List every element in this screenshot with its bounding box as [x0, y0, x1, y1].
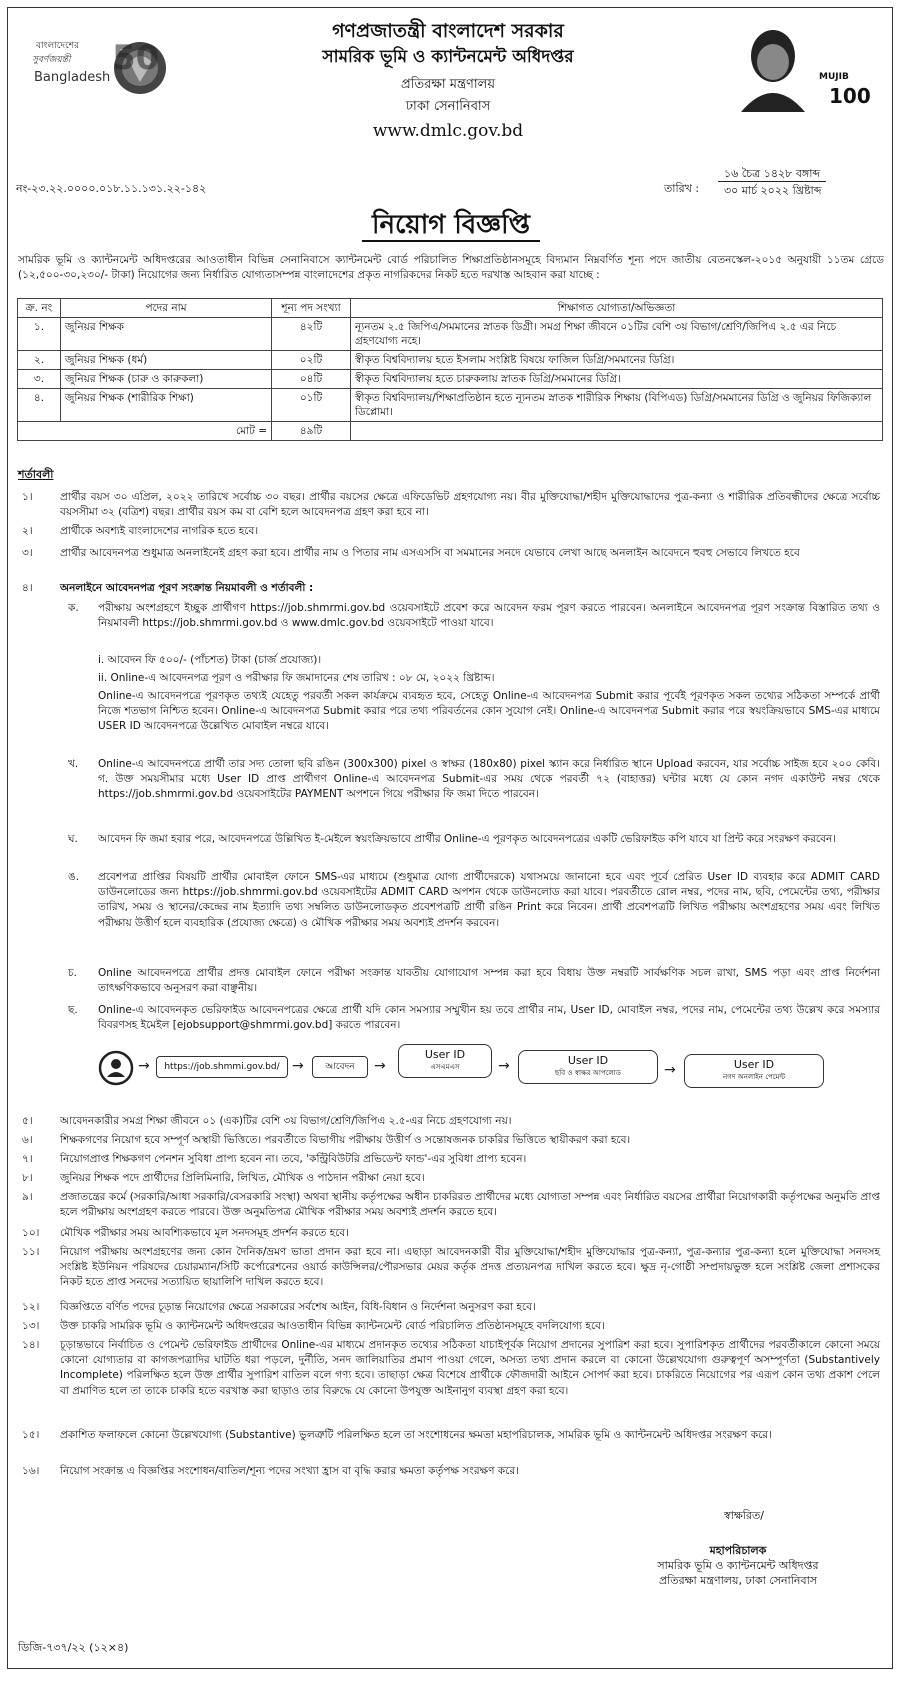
- cond-num: ১।: [22, 491, 33, 503]
- user-icon: [98, 1050, 134, 1086]
- footer-code: ডিজি-৭৩৭/২২ (১২×৪): [18, 1641, 129, 1654]
- flow-step-url: https://job.shmmi.gov.bd/: [156, 1056, 288, 1078]
- flow-uid-2: User ID: [567, 1054, 609, 1067]
- sub-num: ঙ.: [68, 871, 80, 883]
- cond-text: শিক্ষকগণের নিয়োগ হবে সম্পূর্ণ অস্থায়ী ভিত্তিতে। পরবর্তীতে বিভাগীয় পরীক্ষায় উত্তীর্ণ ও সন্তোষজনক চাকরির ভিত্তিতে স্থায়ীকরণ করা হবে।: [60, 1134, 631, 1146]
- row-qualification: স্বীকৃত বিশ্ববিদ্যালয় হতে চারুকলায় স্নাতক ডিগ্রি/সমমানের ডিগ্রি।: [351, 370, 883, 389]
- flow-uid-3: User ID: [733, 1058, 775, 1071]
- date-english: ৩০ মার্চ ২০২২ খ্রিষ্টাব্দ: [724, 184, 822, 197]
- cond-num: ৫।: [22, 1115, 33, 1127]
- sub-text: Online-এ আবেদনপত্রে প্রার্থী তার সদ্য তোলা ছবি রঙিন (300x300) pixel ও স্বাক্ষর (180x80) pixel স্ক্যান করে নির্ধারিত স্থানে Upload করবেন, যার সর্বোচ্চ সাইজ হবে ২০০ কেবি। গ. উক্ত সময়সীমার মধ্যে User ID প্রাপ্ত প্রার্থীগণ Online-এ আবেদনপত্র Submit-এর সময় থেকে পরবর্তী ৭২ (বাহাত্তর) ঘন্টার মধ্যে যে কোন নগদ একাউন্ট নম্বর থেকে https://job.shmrmi.gov.bd ওয়েবসাইটের PAYMENT অপশনে গিয়ে পরীক্ষার ফি জমা দিতে পারবেন।: [98, 758, 880, 801]
- cond-text: নিয়োগ পরীক্ষায় অংশগ্রহণের জন্য কোন দৈনিক/ভ্রমণ ভাতা প্রদান করা হবে না। এছাড়া আবেদনকারী বীর মুক্তিযোদ্ধা/শহীদ মুক্তিযোদ্ধার পুত্র-কন্যা, পুত্র-কন্যার পুত্র-কন্যা হলে মুক্তিযোদ্ধা সনদসহ সংশ্লিষ্ট ইউনিয়ন পরিষদের চেয়ারম্যান/সিটি কর্পোরেশনের ওয়ার্ড কাউন্সিলর/পৌরসভার মেয়র কর্তৃক প্রদত্ত প্রত্যয়নপত্র দাখিল করতে হবে। ক্ষুদ্র নৃ-গোষ্ঠী সম্প্রদায়ভুক্ত হলে সংশ্লিষ্ট জেলা প্রশাসকের নিকট হতে প্রাপ্ত সনদের সত্যায়িত ছায়ালিপি দাখিল করতে হবে।: [60, 1246, 880, 1289]
- row-count: ০২টি: [272, 351, 351, 370]
- signatory-dept: সামরিক ভূমি ও ক্যান্টনমেন্ট অধিদপ্তর: [657, 1559, 819, 1572]
- website-link[interactable]: www.dmlc.gov.bd: [372, 121, 524, 141]
- cond-text: প্রার্থীকে অবশ্যই বাংলাদেশের নাগরিক হতে হবে।: [60, 525, 259, 537]
- date-bangla: ১৬ চৈত্র ১৪২৮ বঙ্গাব্দ: [718, 166, 826, 182]
- total-empty-cell: [351, 422, 883, 441]
- cond-text: নিয়োগপ্রাপ্ত শিক্ষকগণ পেনশন সুবিধা প্রাপ্য হবেন না। তবে, 'কন্ট্রিবিউটরি প্রভিডেন্ট ফান্ড'-এর সুবিধা প্রাপ্য হবেন।: [60, 1153, 527, 1165]
- table-header-row: [18, 299, 883, 318]
- col-header-sl: ক্র. নং: [18, 299, 61, 318]
- cond-text: বিজ্ঞপ্তিতে বর্ণিত পদের চূড়ান্ত নিয়োগের ক্ষেত্রে সরকারের সর্বশেষ আইন, বিধি-বিধান ও নির্দেশনা অনুসরণ করা হবে।: [60, 1301, 536, 1313]
- row-qualification: স্বীকৃত বিশ্ববিদ্যালয় হতে ইসলাম সংশ্লিষ্ট বিষয়ে ফাজিল ডিগ্রি/সমমানের ডিগ্রি।: [351, 351, 883, 370]
- table-row: [18, 370, 883, 389]
- row-sl: ৩.: [18, 370, 61, 389]
- cond-4-title: অনলাইনে আবেদনপত্র পূরণ সংক্রান্ত নিয়মাবলী ও শর্তাবলী :: [60, 582, 314, 594]
- intro-paragraph: সামরিক ভূমি ও ক্যান্টনমেন্ট অধিদপ্তরের আওতাধীন বিভিন্ন সেনানিবাসে ক্যান্টনমেন্ট বোর্ড পরিচালিত শিক্ষাপ্রতিষ্ঠানসমূহে বিদ্যমান নিম্নবর্ণিত শূন্য পদে জাতীয় বেতনস্কেল-২০১৫ অনুযায়ী ১১তম গ্রেডে (১২,৫০০-৩০,২৩০/- টাকা) নিয়োগের জন্য নির্ধারিত যোগ্যতাসম্পন্ন বাংলাদেশের প্রকৃত নাগরিকদের নিকট হতে দরখাস্ত আহবান করা যাচ্ছে :: [18, 254, 884, 282]
- table-row: [18, 389, 883, 422]
- row-count: ০৪টি: [272, 370, 351, 389]
- row-post: জুনিয়র শিক্ষক (ধর্ম): [61, 351, 272, 370]
- flow-uid-3-sub: নগদ অনলাইন পেমেন্ট: [723, 1073, 785, 1081]
- portrait-icon: [733, 22, 813, 112]
- cond-num: ২।: [22, 525, 33, 537]
- sub-text: প্রবেশপত্র প্রাপ্তির বিষয়টি প্রার্থীর মোবাইল ফোনে SMS-এর মাধ্যমে (শুধুমাত্র যোগ্য প্রার্থীদেরকে) যথাসময়ে জানানো হবে এবং পূর্বে প্রেরিত User ID ব্যবহার করে ADMIT CARD ডাউনলোডের জন্য https://job.shmrmi.gov.bd ওয়েবসাইটের ADMIT CARD অপশন থেকে ডাউনলোড করা যাবে। পরবর্তীতে রোল নম্বর, পদের নাম, ছবি, পেমেন্টের তথ্য, পরীক্ষার তারিখ, সময় ও স্থানের/কেন্দ্রের নাম ইত্যাদি তথ্য সম্বলিত ডাউনলোডকৃত প্রবেশপত্রটি প্রার্থী রঙিন Print করে নিবেন। প্রার্থী প্রবেশপত্রটি লিখিত পরীক্ষায় অংশগ্রহণের সময় এবং লিখিত পরীক্ষায় উত্তীর্ণ হলে ব্যবহারিক (প্রযোজ্য ক্ষেত্রে) ও মৌখিক পরীক্ষার সময় অবশ্যই প্রদর্শন করবেন।: [98, 871, 880, 929]
- total-label: মোট =: [18, 422, 272, 441]
- logo-left-line2: সুবর্ণজয়ন্তী: [32, 55, 71, 65]
- row-qualification: স্বীকৃত বিশ্ববিদ্যালয়/শিক্ষাপ্রতিষ্ঠান হতে ন্যূনতম স্নাতক শারীরিক শিক্ষায় (বিপিএড) ডিগ্রি/সমমানের ডিগ্রি ও জুনিয়র ফিজিক্যাল ডিপ্লোমা।: [351, 389, 883, 422]
- cond-num: ১২।: [22, 1301, 40, 1313]
- flow-step-apply: আবেদন: [312, 1056, 368, 1078]
- cond-text: উক্ত চাকরি সামরিক ভূমি ও ক্যান্টনমেন্ট অধিদপ্তরের আওতাধীন বিভিন্ন ক্যান্টনমেন্ট বোর্ড পরিচালিত প্রতিষ্ঠানসমূহে বদলিযোগ্য হবে।: [60, 1320, 605, 1332]
- dept-title: সামরিক ভূমি ও ক্যান্টনমেন্ট অধিদপ্তর: [322, 47, 574, 67]
- cond-num: ৭।: [22, 1153, 33, 1165]
- sub-text: Online-এ আবেদনপত্রে পূরণকৃত তথ্যই যেহেতু পরবর্তী সকল কার্যক্রমে ব্যবহৃত হবে, সেহেতু Online-এ আবেদনপত্র Submit করার পূর্বেই পূরণকৃত সকল তথ্যের সঠিকতা সম্পর্কে প্রার্থী নিজে শতভাগ নিশ্চিত হবেন। Online-এ আবেদনপত্র Submit করার পরে তথ্য পরিবর্তনের কোন সুযোগ নেই। Online-এ আবেদনপত্র Submit করার পরে স্বয়ংক্রিয়ভাবে SMS-এর মাধ্যমে USER ID আবেদনপত্রে উল্লেখিত মোবাইল নম্বরে যাবে।: [98, 690, 880, 733]
- memo-number: নং-২৩.২২.০০০০.০১৮.১১.১৩১.২২-১৪২: [16, 182, 207, 195]
- flow-uid-1-sub: এসএমএস: [430, 1063, 460, 1071]
- sub-text: আবেদন ফি জমা হবার পরে, আবেদনপত্রে উল্লিখিত ই-মেইলে স্বয়ংক্রিয়ভাবে প্রার্থীর Online-এ পূরণকৃত আবেদনপত্রের একটি ভেরিফাইড কপি যাবে যা প্রিন্ট করে সংরক্ষণ করবেন।: [98, 833, 837, 845]
- cond-text: প্রকাশিত ফলাফলে কোনো উল্লেখযোগ্য (Substantive) ভুলত্রুটি পরিলক্ষিত হলে তা সংশোধনের ক্ষমতা মহাপরিচালক, সামরিক ভূমি ও ক্যান্টনমেন্ট অধিদপ্তর সংরক্ষণ করে।: [60, 1429, 772, 1441]
- cond-text: মৌখিক পরীক্ষার সময় আবশ্যিকভাবে মূল সনদসমূহ প্রদর্শন করতে হবে।: [60, 1227, 349, 1239]
- table-total-row: [18, 422, 883, 441]
- golden-jubilee-logo: [28, 24, 168, 104]
- logo-left-num: 50: [112, 38, 160, 78]
- cond-text: নিয়োগ সংক্রান্ত এ বিজ্ঞপ্তির সংশোধন/বাতিল/শূন্য পদের সংখ্যা হ্রাস বা বৃদ্ধি করার ক্ষমতা কর্তৃপক্ষ সংরক্ষণ করে।: [60, 1465, 519, 1477]
- govt-title: গণপ্রজাতন্ত্রী বাংলাদেশ সরকার: [332, 20, 564, 42]
- cond-num: ৯।: [22, 1191, 33, 1203]
- cond-text: প্রার্থীর আবেদনপত্র শুধুমাত্র অনলাইনেই গ্রহণ করা হবে। প্রার্থীর নাম ও পিতার নাম এসএসসি বা সমমানের সনদে যেভাবে লেখা আছে অনলাইন আবেদনে হুবহু সেভাবে লিখতে হবে: [60, 547, 800, 559]
- row-count: ০১টি: [272, 389, 351, 422]
- flow-step-payment: [684, 1054, 824, 1088]
- sub-num: ঘ.: [68, 833, 78, 845]
- logo-left-word: Bangladesh: [34, 70, 111, 85]
- sub-text: পরীক্ষায় অংশগ্রহণে ইচ্ছুক প্রার্থীগণ https://job.shmrmi.gov.bd ওয়েবসাইটে প্রবেশ করে আবেদন ফরম পূরণ করতে পারবেন। অনলাইনে আবেদনপত্র পূরণ সংক্রান্ত বিস্তারিত তথ্য ও নিয়মাবলী https://job.shmrmi.gov.bd ও www.dmlc.gov.bd ওয়েবসাইটে পাওয়া যাবে।: [98, 602, 880, 630]
- arrow-icon: →: [498, 1058, 510, 1074]
- cond-text: জুনিয়র শিক্ষক পদে প্রার্থীদের প্রিলিমিনারি, লিখিত, মৌখিক ও পাঠদান পরীক্ষা নেয়া হবে।: [60, 1172, 425, 1184]
- logo-right-num: 100: [829, 84, 871, 108]
- signatory-ministry: প্রতিরক্ষা মন্ত্রণালয়, ঢাকা সেনানিবাস: [658, 1574, 818, 1587]
- cond-num: ৩।: [22, 547, 33, 559]
- row-count: ৪২টি: [272, 318, 351, 351]
- cond-num: ৮।: [22, 1172, 33, 1184]
- cond-num: ১৬।: [22, 1465, 40, 1477]
- sub-num: খ.: [68, 758, 79, 770]
- col-header-post: পদের নাম: [61, 299, 272, 318]
- sub-num: ছ.: [68, 1004, 78, 1016]
- conditions-title: শর্তাবলী: [18, 468, 54, 481]
- ministry-name: প্রতিরক্ষা মন্ত্রণালয়: [401, 77, 495, 92]
- cond-text: আবেদনকারীর সমগ্র শিক্ষা জীবনে ০১ (এক)টির বেশি ৩য় বিভাগ/শ্রেণি/জিপিএ ২.৫-এর নিচে গ্রহণযোগ্য নয়।: [60, 1115, 512, 1127]
- cond-text: প্রজাতন্ত্রের কর্মে (সরকারি/আধা সরকারি/বেসরকারি সংস্থা) অথবা স্থানীয় কর্তৃপক্ষের অধীন চাকরিরত প্রার্থীদের মধ্যে যোগ্যতা সম্পন্ন এবং নির্ধারিত বয়সের প্রার্থীরা নিয়োগকারী কর্তৃপক্ষের অনুমতি প্রাপ্ত হলে পরীক্ষায় অংশগ্রহণ করতে পারবে। উক্ত অনুমতিপত্র মৌখিক পরীক্ষার সময় অবশ্যই প্রদর্শন করতে হবে।: [60, 1191, 880, 1219]
- cond-num: ১৫।: [22, 1429, 40, 1441]
- logo-right-word: MUJIB: [819, 72, 849, 82]
- signed-label: স্বাক্ষরিত/: [724, 1509, 764, 1522]
- row-qualification: ন্যূনতম ২.৫ জিপিএ/সমমানের স্নাতক ডিগ্রী। সমগ্র শিক্ষা জীবনে ০১টির বেশি ৩য় বিভাগ/শ্রেণি/জিপিএ ২.৫ এর নিচে গ্রহণযোগ্য নহে।: [351, 318, 883, 351]
- arrow-icon: →: [292, 1058, 304, 1074]
- fee-line: i. আবেদন ফি ৫০০/- (পাঁচশত) টাকা (চার্জ প্রযোজ্য)।: [98, 654, 322, 666]
- vacancy-table: [17, 298, 883, 441]
- cond-num: ৬।: [22, 1134, 33, 1146]
- total-value: ৪৯টি: [272, 422, 351, 441]
- row-sl: ৪.: [18, 389, 61, 422]
- sub-num: চ.: [68, 967, 78, 979]
- sub-text: Online আবেদনপত্রে প্রার্থীর প্রদত্ত মোবাইল ফোনে পরীক্ষা সংক্রান্ত যাবতীয় যোগাযোগ সম্পন্ন করা হবে বিধায় উক্ত নম্বরটি সার্বক্ষণিক সচল রাখা, SMS পড়া এবং প্রাপ্ত নির্দেশনা তাৎক্ষণিকভাবে অনুসরণ করা বাঞ্ছনীয়।: [98, 967, 880, 995]
- cond-text: প্রার্থীর বয়স ৩০ এপ্রিল, ২০২২ তারিখে সর্বোচ্চ ৩০ বছর। প্রার্থীর বয়সের ক্ষেত্রে এফিডেভিট গ্রহণযোগ্য নয়। বীর মুক্তিযোদ্ধা/শহীদ মুক্তিযোদ্ধাদের পুত্র-কন্যা ও শারীরিক প্রতিবন্ধীদের ক্ষেত্রে সর্বোচ্চ বয়সসীমা ৩২ (বত্রিশ) বছর। প্রার্থীর বয়স কম বা বেশি হলে আবেদনপত্র গ্রহণ করা হবে না।: [60, 491, 880, 519]
- cond-num: ১৩।: [22, 1320, 40, 1332]
- row-post: জুনিয়র শিক্ষক (শারীরিক শিক্ষা): [61, 389, 272, 422]
- flow-step-sms: [398, 1044, 492, 1078]
- table-row: [18, 318, 883, 351]
- arrow-icon: →: [374, 1058, 386, 1074]
- logo-left-line1: বাংলাদেশের: [36, 41, 80, 51]
- sub-text: Online-এ আবেদনকৃত ভেরিফাইড আবেদনপত্রের ক্ষেত্রে প্রার্থী যদি কোন সমস্যার সম্মুখীন হয় তবে প্রার্থীর নাম, User ID, মোবাইল নম্বর, পদের নাম, পেমেন্টের তথ্য উল্লেখ করে সমস্যার বিবরণসহ ইমেইল [ejobsupport@shmrmi.gov.bd] করতে পারবেন।: [98, 1004, 880, 1032]
- table-row: [18, 351, 883, 370]
- cond-num: ১০।: [22, 1227, 40, 1239]
- col-header-count: শূন্য পদ সংখ্যা: [272, 299, 351, 318]
- cond-text: চূড়ান্তভাবে নির্বাচিত ও পেমেন্ট ভেরিফাইড প্রার্থীদের Online-এর মাধ্যমে প্রদানকৃত তথ্যের সঠিকতা যাচাইপূর্বক নিয়োগ প্রদানের সুপারিশ করা হবে। সুপারিশকৃত প্রার্থীদের পরবর্তীকালে কোনো সময়ে কোনো যোগ্যতার বা কাগজপত্রাদির ঘাটতি ধরা পড়লে, দুর্নীতি, সনদ জালিয়াতির প্রমাণ পাওয়া গেলে, অসত্য তথ্য প্রদান করলে বা কোনো উল্লেখযোগ্য গুরুত্বপূর্ণ অসম্পূর্ণতা (Substantively Incomplete) পরিলক্ষিত হলে উক্ত প্রার্থীর সুপারিশ বাতিল বলে গণ্য হবে। তাছাড়া ক্ষেত্র বিশেষে প্রার্থীকে ফৌজদারী আইনে সোপর্দ করা হবে। চাকরিতে নিয়োগের পর এরূপ কোন তথ্য প্রকাশ পেলে বা প্রমাণিত হলে তা তাকে চাকরি হতে বরখাস্ত করা ছাড়াও তার বিরুদ্ধে যে কোনো উপযুক্ত আইনানুগ ব্যবস্থা গ্রহণ করা হবে।: [60, 1339, 880, 1397]
- circular-title: নিয়োগ বিজ্ঞপ্তি: [362, 210, 540, 242]
- arrow-icon: →: [664, 1062, 676, 1078]
- cond-num: ১৪।: [22, 1339, 40, 1351]
- location-name: ঢাকা সেনানিবাস: [405, 99, 491, 114]
- arrow-icon: →: [138, 1058, 150, 1074]
- row-post: জুনিয়র শিক্ষক: [61, 318, 272, 351]
- application-flow-diagram: [98, 1044, 838, 1100]
- cond-num: ১১।: [22, 1246, 40, 1258]
- signatory-title: মহাপরিচালক: [709, 1544, 767, 1557]
- row-post: জুনিয়র শিক্ষক (চারু ও কারুকলা): [61, 370, 272, 389]
- col-header-qualification: শিক্ষাগত যোগ্যতা/অভিজ্ঞতা: [351, 299, 883, 318]
- cond-num: ৪।: [22, 582, 33, 594]
- job-circular-page: [7, 7, 893, 1669]
- flow-uid-2-sub: ছবি ও স্বাক্ষর আপলোড: [555, 1069, 621, 1077]
- deadline-line: ii. Online-এ আবেদনপত্র পূরণ ও পরীক্ষার ফি জমাদানের শেষ তারিখ : ০৮ মে, ২০২২ খ্রিষ্টাব্দ।: [98, 672, 495, 684]
- date-label: তারিখ :: [664, 182, 700, 195]
- signature-block: [608, 1508, 868, 1588]
- flow-uid-1: User ID: [424, 1048, 466, 1061]
- sub-num: ক.: [68, 602, 79, 614]
- flow-step-upload: [518, 1050, 658, 1084]
- row-sl: ১.: [18, 318, 61, 351]
- row-sl: ২.: [18, 351, 61, 370]
- mujib-100-logo: [733, 22, 873, 114]
